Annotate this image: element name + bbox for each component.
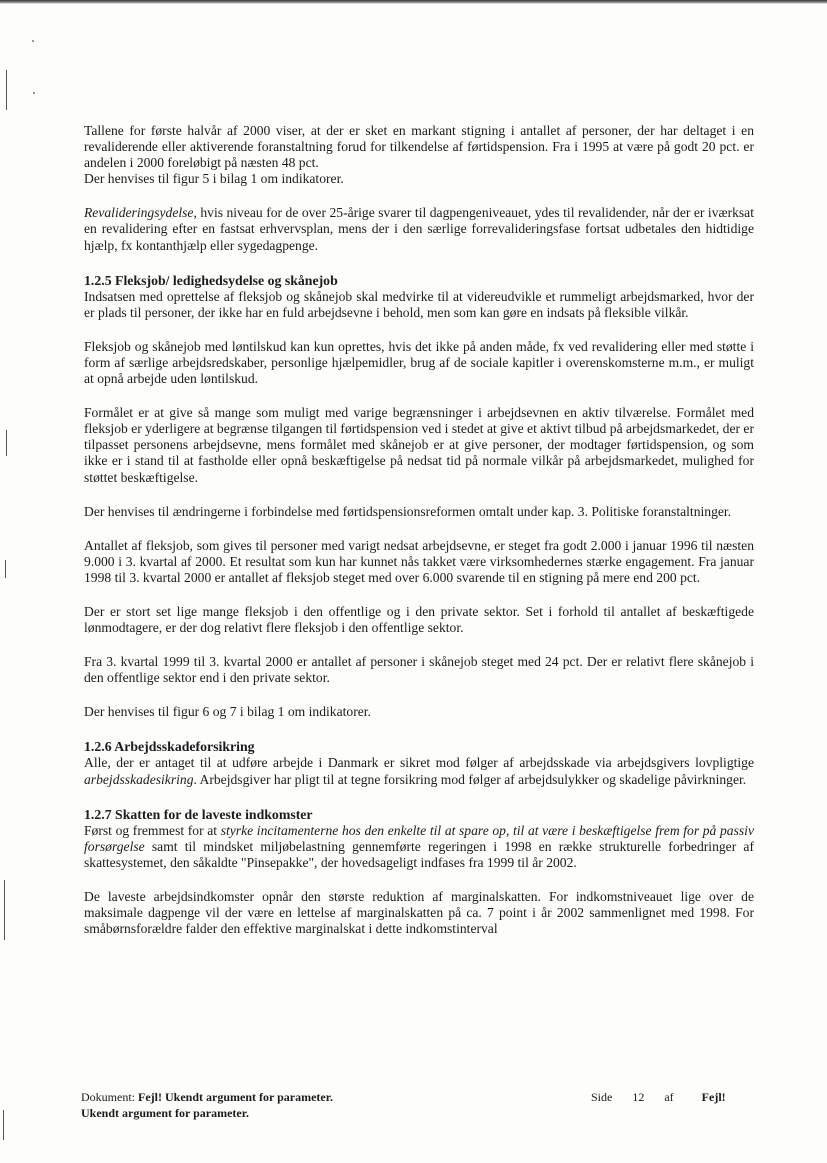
footer-page-number: 12 bbox=[632, 1090, 645, 1104]
paragraph: Formålet er at give så mange som muligt med varige begrænsninger i arbejdsevnen en aktiv tilværelse. Formålet med fleksjob er yderligere at begrænse tilgangen til førtidspension ved i stedet at give et aktivt tilbud på arbejdsmarkedet, der er tilpasset personens arbejdsevne, mens formålet med skånejob er at give personer, der modtager førtidspension, og som ikke er i stand til at fastholde eller opnå beskæftigelse på nedsat tid på normale vilkår på arbejdsmarkedet, mulighed for støttet beskæftigelse. bbox=[84, 405, 754, 485]
footer-doc-error-2: Ukendt argument for parameter. bbox=[81, 1105, 249, 1120]
scan-edge-mark bbox=[4, 880, 5, 940]
paragraph: Der henvises til ændringerne i forbindelse med førtidspensionsreformen omtalt under kap. 3. Politiske foranstaltninger. bbox=[84, 503, 732, 519]
paragraph: De laveste arbejdsindkomster opnår den største reduktion af marginalskatten. For indkomstniveauet lige over de maksimale dagpenge vil der være en lettelse af marginalskatten på ca. 7 point i år 2002 sammenlignet med 1998. For småbørnsforældre falder den effektive marginalskat i dette indkomstinterval bbox=[84, 888, 754, 937]
footer-doc-label: Dokument: bbox=[81, 1090, 138, 1104]
section-heading: 1.2.6 Arbejdsskadeforsikring bbox=[84, 739, 255, 755]
paragraph: Der er stort set lige mange fleksjob i den offentlige og i den private sektor. Set i forhold til antallet af beskæftigede lønmodtagere, er der dog relativt flere fleksjob i den offentlige sektor. bbox=[84, 603, 754, 636]
paragraph-text: Der henvises til figur 5 i bilag 1 om indikatorer. bbox=[84, 171, 344, 187]
scan-edge-mark bbox=[6, 70, 7, 110]
footer-total-error: Fejl! bbox=[701, 1090, 726, 1104]
paragraph: Fleksjob og skånejob med løntilskud kan kun oprettes, hvis det ikke på anden måde, fx ved revalidering eller med støtte i form af særlige arbejdsredskaber, personlige hjælpemidler, brug af de sociale kapitler i overenskomsterne m.m., er muligt at opnå arbejde uden løntilskud. bbox=[84, 338, 754, 387]
term-italic: arbejdsskadesikring bbox=[84, 771, 194, 787]
scan-edge-mark bbox=[6, 430, 7, 456]
paragraph-text: , hvis niveau for de over 25-årige svarer til dagpengeniveauet, ydes til revalidender, når der er iværksat en revalidering efter en fastsat erhvervsplan, mens der i den særlige forrevalideringsfase fortsat udbetales den hidtidige hjælp, fx kontanthjælp eller sygedagpenge. bbox=[84, 205, 754, 253]
footer-side-label: Side bbox=[591, 1090, 613, 1104]
paragraph-text: . Arbejdsgiver har pligt til at tegne forsikring mod følger af arbejdsulykker og skadelige påvirkninger. bbox=[193, 771, 747, 787]
paragraph bbox=[84, 755, 754, 787]
paragraph: Der henvises til figur 6 og 7 i bilag 1 om indikatorer. bbox=[84, 704, 371, 720]
footer-doc-error: Fejl! Ukendt argument for parameter. bbox=[138, 1090, 333, 1104]
scan-speck bbox=[32, 40, 34, 42]
document-body bbox=[84, 123, 754, 955]
paragraph bbox=[84, 123, 754, 187]
scan-top-edge bbox=[0, 0, 827, 4]
section-heading: 1.2.5 Fleksjob/ ledighedsydelse og skånejob bbox=[84, 272, 338, 288]
paragraph-text: Tallene for første halvår af 2000 viser, at der er sket en markant stigning i antallet af personer, der har deltaget i en revaliderende eller aktiverende foranstaltning forud for tilkendelse af førtidspension. Fra i 1995 at være på godt 20 pct. er andelen i 2000 foreløbigt på næsten 48 pct. bbox=[84, 123, 754, 171]
scan-edge-mark bbox=[5, 560, 6, 578]
paragraph bbox=[84, 823, 754, 871]
footer-page-info bbox=[591, 1090, 726, 1106]
paragraph-text: samt til mindsket miljøbelastning gennemførte regeringen i 1998 en række strukturelle forbedringer af skattesystemet, den såkaldte "Pinsepakke", der hovedsageligt indfases fra 1999 til år 2002. bbox=[84, 838, 754, 870]
footer-af-label: af bbox=[664, 1090, 674, 1104]
paragraph-text: Først og fremmest for at bbox=[84, 822, 221, 838]
footer-document-info bbox=[81, 1090, 333, 1121]
scan-edge-mark bbox=[3, 1110, 4, 1140]
paragraph: Antallet af fleksjob, som gives til personer med varigt nedsat arbejdsevne, er steget fra godt 2.000 i januar 1996 til næsten 9.000 i 3. kvartal af 2000. Et resultat som kun har kunnet nås takket være virksomhedernes stærke engagement. Fra januar 1998 til 3. kvartal 2000 er antallet af fleksjob steget med over 6.000 svarende til en stigning på mere end 200 pct. bbox=[84, 537, 754, 585]
scan-speck bbox=[33, 92, 35, 94]
section-heading: 1.2.7 Skatten for de laveste indkomster bbox=[84, 806, 313, 822]
paragraph-text: Alle, der er antaget til at udføre arbejde i Danmark er sikret mod følger af arbejdsskade via arbejdsgivers lovpligtige bbox=[84, 755, 754, 771]
term-italic: Revalideringsydelse bbox=[84, 205, 194, 221]
paragraph bbox=[84, 205, 754, 253]
paragraph: Fra 3. kvartal 1999 til 3. kvartal 2000 er antallet af personer i skånejob steget med 24 pct. Der er relativt flere skånejob i den offentlige sektor end i den private sektor. bbox=[84, 654, 754, 686]
term-italic: styrke incitamenterne hos den enkelte til at spare op, til at være i beskæftigelse frem for på passiv forsørgelse bbox=[84, 822, 754, 854]
paragraph: Indsatsen med oprettelse af fleksjob og skånejob skal medvirke til at videreudvikle et rummeligt arbejdsmarked, hvor der er plads til personer, der ikke har en fuld arbejdsevne i behold, men som kan gøre en indsats på fleksible vilkår. bbox=[84, 288, 754, 320]
